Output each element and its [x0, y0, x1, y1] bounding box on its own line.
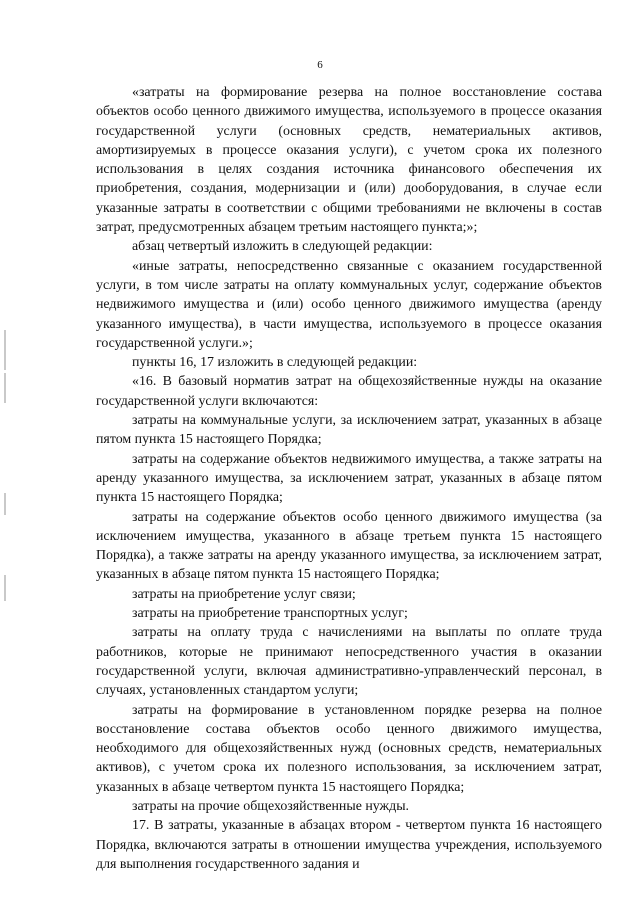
margin-scan-marks	[4, 330, 10, 604]
page-number: 6	[317, 59, 323, 71]
paragraph: затраты на приобретение транспортных услуг;	[132, 606, 408, 622]
scan-mark	[4, 493, 6, 515]
paragraph: затраты на содержание объектов недвижимого имущества, а также затраты на аренду указанного имущества, за исключением затрат, указанных в абзаце пятом пункта 15 настоящего Порядка;	[96, 451, 602, 506]
paragraph: затраты на коммунальные услуги, за исключением затрат, указанных в абзаце пятом пункта 15 настоящего Порядка;	[96, 413, 602, 448]
paragraph: абзац четвертый изложить в следующей редакции:	[132, 239, 433, 255]
scan-mark	[4, 330, 6, 370]
scan-mark	[4, 373, 6, 403]
paragraph: «затраты на формирование резерва на полное восстановление состава объектов особо ценного движимого имущества, используемого в процессе оказания государственной услуги (основных средств, нематериальных активов, амортизируемых в процессе оказания услуги), с учетом срока их полезного использования в целях создания источника финансового обеспечения их приобретения, создания, модернизации и (или) дооборудования, в случае если указанные затраты в соответствии с общими требованиями не включены в состав затрат, предусмотренных абзацем третьим настоящего пункта;»;	[96, 85, 602, 236]
paragraph: 17. В затраты, указанные в абзацах втором - четвертом пункта 16 настоящего Порядка, включаются затраты в отношении имущества учреждения, используемого для выполнения государственного задания и	[96, 818, 602, 872]
paragraph: пункты 16, 17 изложить в следующей редакции:	[132, 355, 418, 371]
paragraph: затраты на формирование в установленном порядке резерва на полное восстановление состава объектов особо ценного движимого имущества, необходимого для общехозяйственных нужд (основных средств, нематериальных активов), с учетом срока их полезного использования, за исключением затрат, указанных в абзаце четвертом пункта 15 настоящего Порядка;	[96, 702, 602, 795]
paragraph: «иные затраты, непосредственно связанные с оказанием государственной услуги, в том числе затраты на оплату коммунальных услуг, содержание объектов недвижимого имущества и (или) особо ценного движимого имущества (аренду указанного имущества), в части имущества, используемого в процессе оказания государственной услуги.»;	[96, 258, 602, 351]
paragraph: затраты на оплату труда с начислениями на выплаты по оплате труда работников, которые не принимают непосредственного участия в оказании государственной услуги, включая административно-управленческий персонал, в случаях, установленных стандартом услуги;	[96, 625, 602, 699]
document-body	[96, 83, 602, 874]
paragraph: затраты на прочие общехозяйственные нужды.	[132, 798, 409, 814]
paragraph: «16. В базовый норматив затрат на общехозяйственные нужды на оказание государственной услуги включаются:	[96, 374, 602, 409]
scan-mark	[4, 575, 6, 601]
paragraph: затраты на содержание объектов особо ценного движимого имущества (за исключением имущества, указанного в абзаце третьем пункта 15 настоящего Порядка), а также затраты на аренду указанного имущества, за исключением затрат, указанных в абзаце пятом пункта 15 настоящего Порядка;	[96, 509, 602, 583]
paragraph: затраты на приобретение услуг связи;	[132, 586, 356, 602]
